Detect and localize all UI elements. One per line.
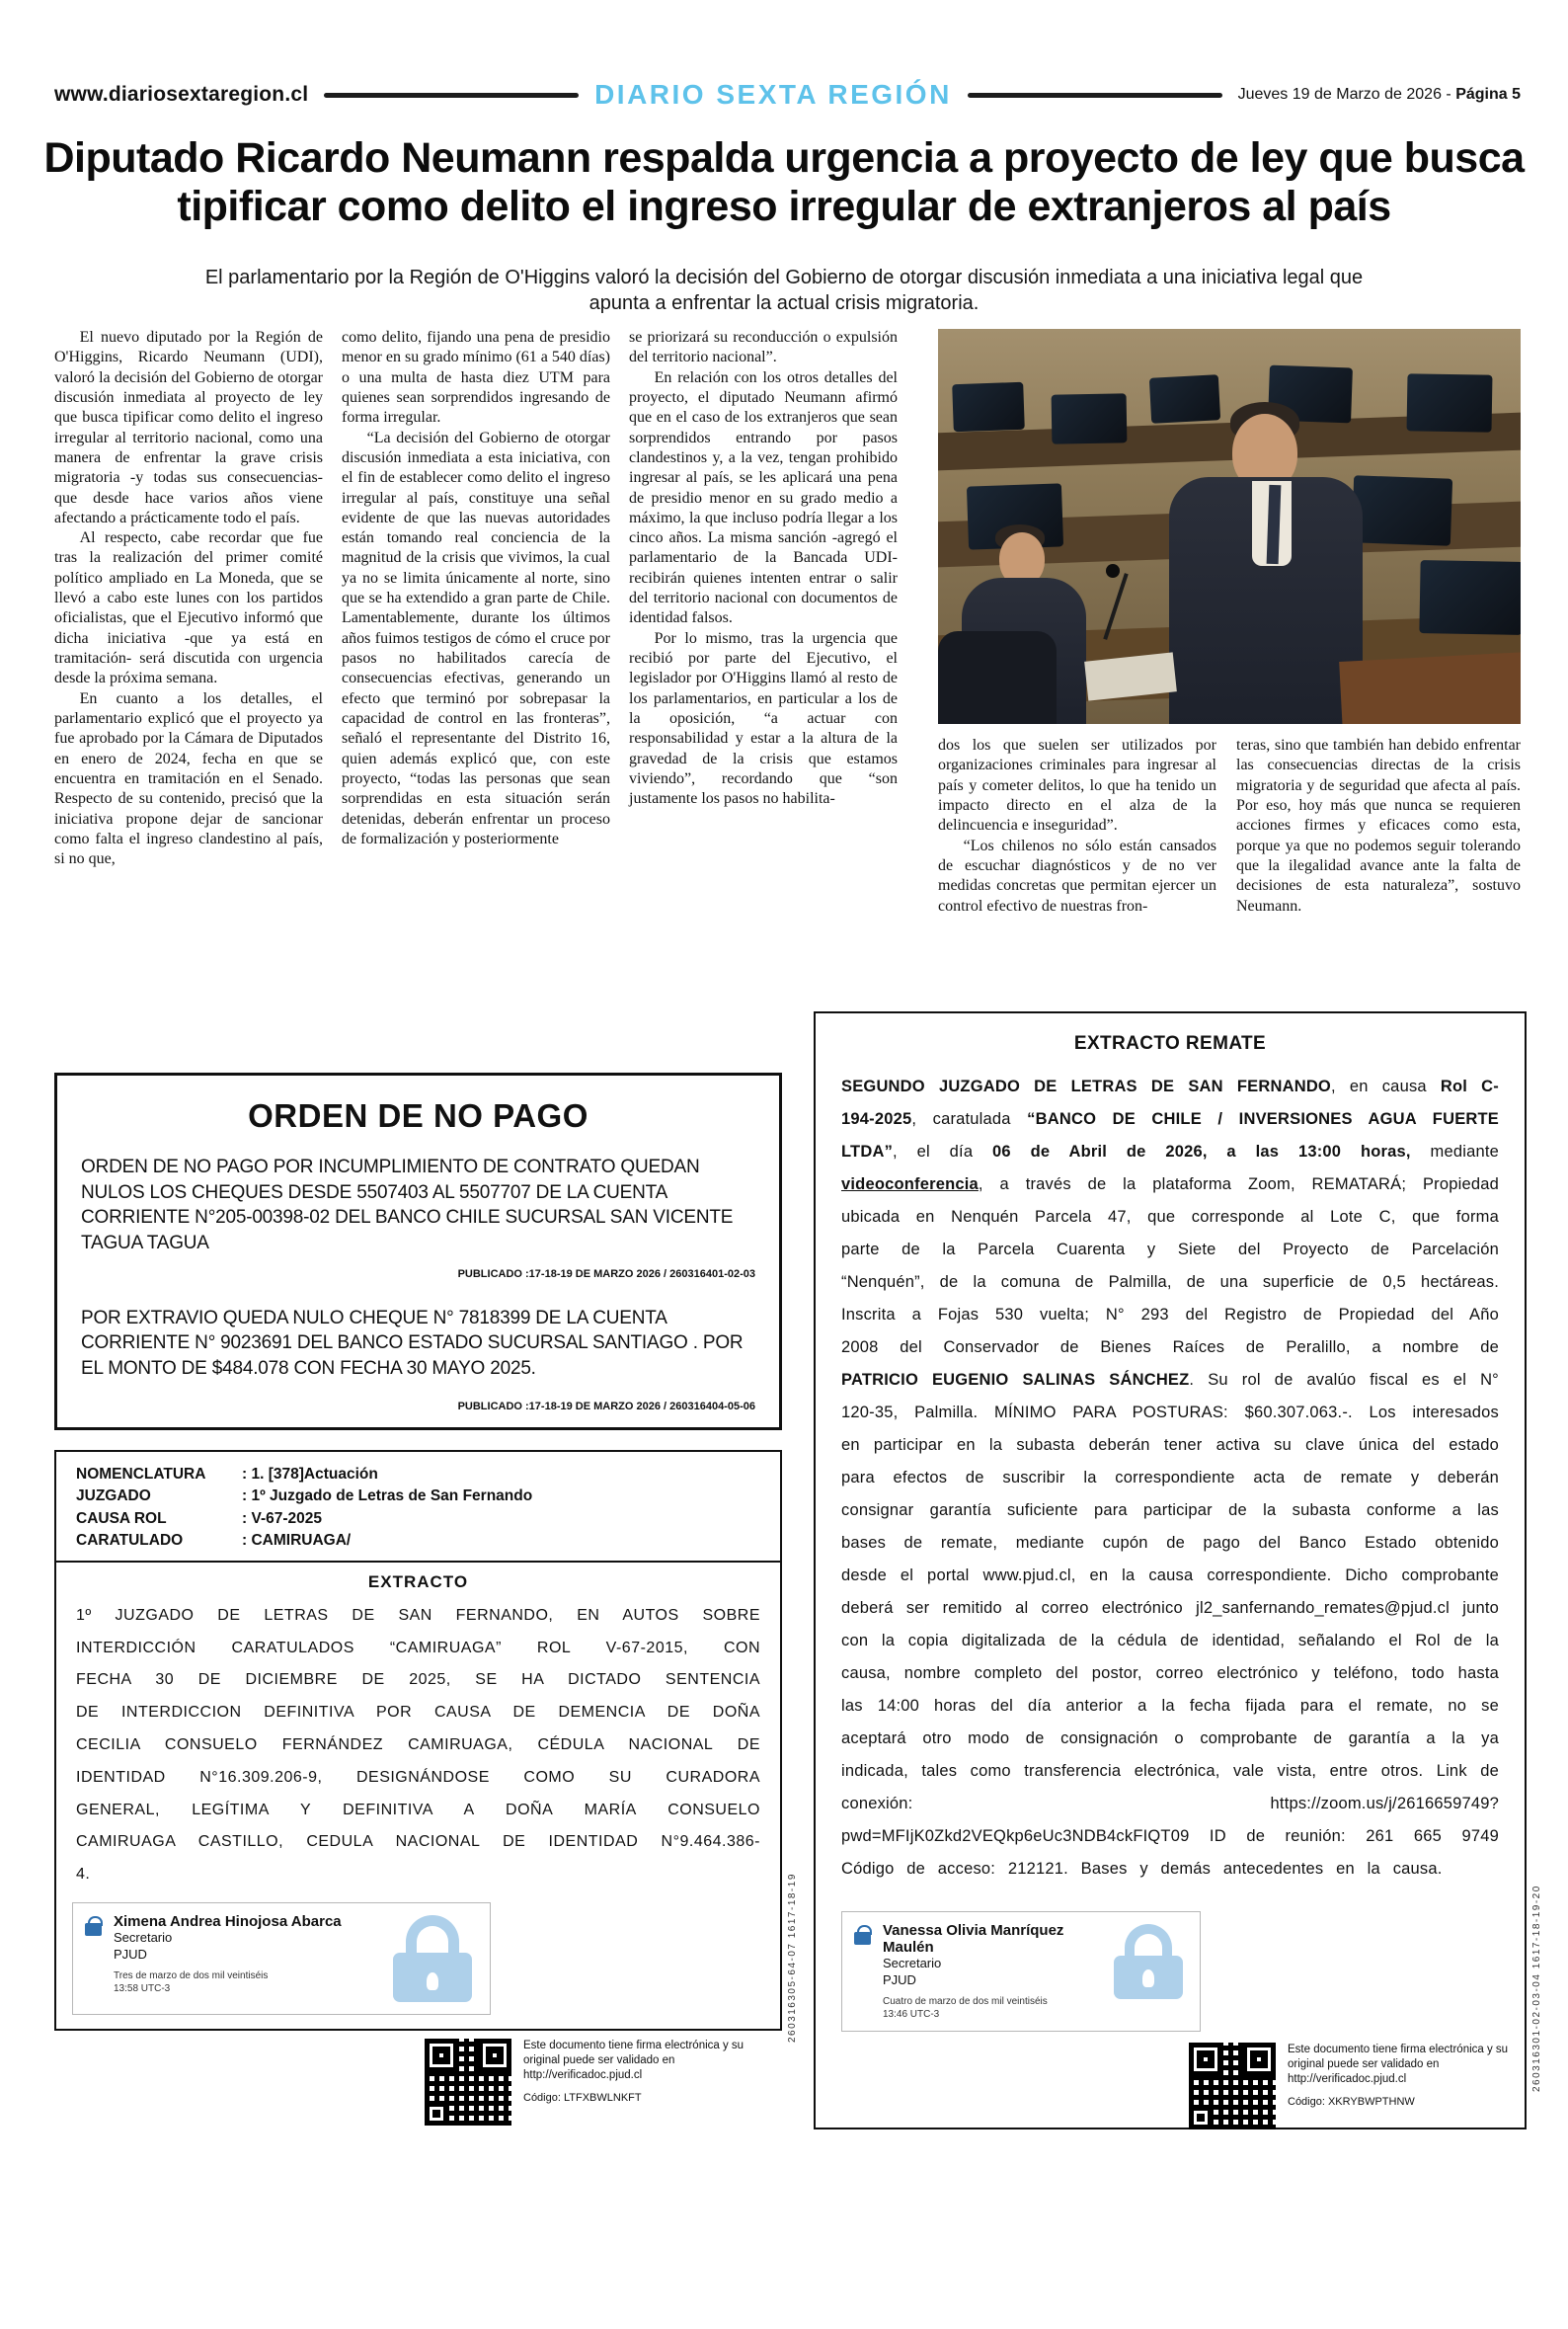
meta-value: : 1. [378]Actuación bbox=[242, 1466, 378, 1483]
article-headline: Diputado Ricardo Neumann respalda urgencia a proyecto de ley que busca tipificar como delito el ingreso irregular de extranjeros al país bbox=[43, 134, 1525, 230]
meta-row bbox=[76, 1486, 760, 1507]
extracto-title: EXTRACTO bbox=[367, 1571, 469, 1591]
signature-date-text: Tres de marzo de dos mil veintiséis bbox=[114, 1969, 269, 1981]
meta-row bbox=[76, 1530, 760, 1552]
header-rule-left bbox=[324, 93, 579, 98]
padlock-keyhole bbox=[1142, 1969, 1154, 1987]
signer-org: PJUD bbox=[114, 1946, 147, 1962]
orden-paragraph-2: POR EXTRAVIO QUEDA NULO CHEQUE N° 7818399 DE LA CUENTA CORRIENTE N° 9023691 DEL BANCO ESTADO SUCURSAL SANTIAGO . POR EL MONTO DE $484.078 CON FECHA 30 MAYO 2025. bbox=[81, 1307, 744, 1379]
signature-text bbox=[883, 1922, 1097, 2021]
orden-de-no-pago-box bbox=[54, 1073, 782, 1430]
signer-role: Secretario bbox=[114, 1930, 173, 1945]
signer-name: Ximena Andrea Hinojosa Abarca bbox=[114, 1913, 342, 1930]
signer-role: Secretario bbox=[883, 1956, 942, 1970]
orden-title: ORDEN DE NO PAGO bbox=[248, 1097, 588, 1134]
photo-monitor bbox=[1052, 393, 1128, 443]
photo-monitor bbox=[1419, 560, 1521, 635]
photo-monitor bbox=[1352, 475, 1452, 545]
padlock-keyhole bbox=[427, 1972, 438, 1990]
article-paragraph: Por lo mismo, tras la urgencia que recibió por parte del Ejecutivo, el legislador por O'Higgins llamó al resto de los parlamentarios, en particular a los de la oposición, “a actuar con responsabilidad y estar a la altura de la gravedad de la crisis que estamos viviendo”, recordando que “son justamente los pasos no habilita- bbox=[629, 629, 898, 808]
photo-person-silhouette bbox=[938, 631, 1057, 724]
remate-title: EXTRACTO REMATE bbox=[1073, 1033, 1267, 1054]
margin-code-right: 260316301-02-03-04 1617-18-19-20 bbox=[1531, 1885, 1542, 2092]
meta-label: CAUSA ROL bbox=[76, 1509, 167, 1527]
verification-text bbox=[523, 2039, 760, 2126]
article-photo bbox=[938, 329, 1521, 724]
meta-row bbox=[76, 1508, 760, 1530]
verification-code: Código: LTFXBWLNKFT bbox=[523, 2091, 642, 2104]
article-paragraph: “La decisión del Gobierno de otorgar discusión inmediata a esta iniciativa, con el fin de establecer como delito el ingreso irregular al país, constituye una señal evidente de que las nuevas autoridades están tomando real conciencia de la magnitud de la crisis que vivimos, la cual ya no se limita únicamente al norte, sino que se ha extendido a gran parte de Chile. Lamentablemente, durante los últimos años fuimos testigos de cómo el cruce por pasos no habilitados carecía de consecuencias efectivas, generando un efecto que terminó por sobrepasar la capacidad de control en las fronteras”, señaló el representante del Distrito 16, quien además explicó que, con este proyecto, “todas las personas que sean sorprendidas en esta situación serán detenidas, deberán enfrentar un proceso de formalización y posteriormente bbox=[342, 429, 610, 847]
qr-finder bbox=[1189, 2106, 1213, 2129]
remate-body: SEGUNDO JUZGADO DE LETRAS DE SAN FERNANDO, en causa Rol C-194-2025, caratulada “BANCO DE CHILE / INVERSIONES AGUA FUERTE LTDA”, el día 06 de Abril de 2026, a las 13:00 horas, mediante videoconferencia, a través de la plataforma Zoom, REMATARÁ; Propiedad ubicada en Nenquén Parcela 47, que corresponde al Lote C, que forma parte de la Parcela Cuarenta y Siete del Proyecto de Parcelación “Nenquén”, de la comuna de Palmilla, de una superficie de 0,5 hectáreas. Inscrita a Fojas 530 vuelta; N° 293 del Registro de Propiedad del Año 2008 del Conservador de Bienes Raíces de Peralillo, a nombre de PATRICIO EUGENIO SALINAS SÁNCHEZ. Su rol de avalúo fiscal es el N° 120-35, Palmilla. MÍNIMO PARA POSTURAS: $60.307.063.-. Los interesados en participar en la subasta deberán tener activa su clave única del estado para efectos de suscribir la correspondiente acta de remate y deberán consignar garantía suficiente para participar de la subasta conforme a las bases de remate, mediante cupón de pago del Banco Estado obtenido desde el portal www.pjud.cl, en la causa correspondiente. Dicho comprobante deberá ser remitido al correo electrónico jl2_sanfernando_remates@pjud.cl junto con la copia digitalizada de la cédula de identidad, señalando el Rol de la causa, nombre completo del postor, correo electrónico y teléfono, todo hasta las 14:00 horas del día anterior a la fecha fijada para el remate, no se aceptará otro modo de consignación o comprobante de garantía a la ya indicada, tales como transferencia electrónica, vale vista, entre otros. Link de conexión: https://zoom.us/j/2616659749?pwd=MFIjK0Zkd2VEQkp6eUc3NDB4ckFIQT09 ID de reunión: 261 665 9749 Código de acceso: 212121. Bases y demás antecedentes en la causa. bbox=[841, 1078, 1499, 1878]
date-line bbox=[1238, 86, 1521, 104]
meta-label: JUZGADO bbox=[76, 1487, 151, 1505]
photo-microphone-foam bbox=[1106, 564, 1120, 578]
article-column-4 bbox=[938, 736, 1216, 917]
lock-icon bbox=[85, 1923, 102, 1936]
article-paragraph: dos los que suelen ser utilizados por organizaciones criminales para ingresar al país y cometer delitos, lo que ha tenido un impacto directo en el alza de la delincuencia e inseguridad”. bbox=[938, 737, 1216, 835]
verification-text bbox=[1288, 2043, 1525, 2129]
page-number: Página 5 bbox=[1455, 86, 1521, 103]
article-column-3 bbox=[629, 328, 898, 810]
article-subhead: El parlamentario por la Región de O'Higgins valoró la decisión del Gobierno de otorgar discusión inmediata a una iniciativa legal que apunta a enfrentar la actual crisis migratoria. bbox=[204, 267, 1364, 314]
signature-block-1 bbox=[72, 1902, 491, 2015]
verification-code: Código: XKRYBWPTHNW bbox=[1288, 2095, 1415, 2108]
verification-block-1 bbox=[425, 2039, 760, 2126]
signer-name: Vanessa Olivia Manríquez Maulén bbox=[883, 1922, 1064, 1956]
article-paragraph: se priorizará su reconducción o expulsión del territorio nacional”. bbox=[629, 329, 898, 366]
photo-desk-front bbox=[1339, 652, 1521, 724]
orden-published-1: PUBLICADO :17-18-19 DE MARZO 2026 / 260316401-02-03 bbox=[457, 1267, 755, 1280]
signature-date bbox=[114, 1969, 342, 1995]
signature-date bbox=[883, 1995, 1097, 2021]
meta-row bbox=[76, 1464, 760, 1486]
meta-label: NOMENCLATURA bbox=[76, 1466, 206, 1483]
orden-paragraph-1: ORDEN DE NO PAGO POR INCUMPLIMIENTO DE CONTRATO QUEDAN NULOS LOS CHEQUES DESDE 5507403 AL 5507707 DE LA CUENTA CORRIENTE N°205-00398-02 DEL BANCO CHILE SUCURSAL SAN VICENTE TAGUA TAGUA bbox=[81, 1157, 734, 1253]
divider bbox=[56, 1561, 780, 1563]
page-header bbox=[54, 79, 1521, 111]
signature-time-text: 13:46 UTC-3 bbox=[883, 2008, 940, 2020]
extracto-remate-box bbox=[814, 1011, 1527, 2129]
article-column-5 bbox=[1236, 736, 1521, 917]
signature-block-2 bbox=[841, 1911, 1201, 2032]
website-url: www.diariosextaregion.cl bbox=[54, 83, 309, 106]
meta-label: CARATULADO bbox=[76, 1532, 184, 1550]
meta-value: : 1º Juzgado de Letras de San Fernando bbox=[242, 1487, 533, 1505]
article-paragraph: como delito, fijando una pena de presidio menor en su grado mínimo (61 a 540 días) o una multa de hasta diez UTM para quienes sean sorprendidos ingresando de forma irregular. bbox=[342, 329, 610, 427]
extracto-box bbox=[54, 1450, 782, 2031]
article-paragraph: Al respecto, cabe recordar que fue tras la realización del primer comité político ampliado en La Moneda, que se llevó a cabo este lunes con los partidos oficialistas, que el Ejecutivo informó que dicha iniciativa -que ya está en tramitación- será discutida con urgencia desde la próxima semana. bbox=[54, 529, 323, 687]
verification-statement: Este documento tiene firma electrónica y su original puede ser validado en http://verificadoc.pjud.cl bbox=[523, 2040, 745, 2081]
article-paragraph: En cuanto a los detalles, el parlamentario explicó que el proyecto ya fue aprobado por la Cámara de Diputados en enero de 2024, fecha en que se encuentra en tramitación en el Senado. Respecto de su contenido, precisó que la iniciativa propone dejar de sancionar como falta el ingreso clandestino al país, si no que, bbox=[54, 689, 323, 868]
meta-value: : CAMIRUAGA/ bbox=[242, 1532, 352, 1550]
padlock-watermark-icon bbox=[1109, 1922, 1188, 2001]
photo-monitor bbox=[1149, 374, 1220, 424]
article-paragraph: teras, sino que también han debido enfrentar las consecuencias directas de la crisis migratoria y de seguridad que afecta al país. Por eso, hoy más que nunca se requieren acciones firmes y eficaces como esta, porque ya que no podemos seguir tolerando que la ilegalidad avance ante la falta de decisiones de esta naturaleza”, sostuvo Neumann. bbox=[1236, 737, 1521, 915]
extracto-body: 1º JUZGADO DE LETRAS DE SAN FERNANDO, EN AUTOS SOBRE INTERDICCIÓN CARATULADOS “CAMIRUAGA” ROL V-67-2015, CON FECHA 30 DE DICIEMBRE DE 2025, SE HA DICTADO SENTENCIA DE INTERDICCION DEFINITIVA POR CAUSA DE DEMENCIA DE DOÑA CECILIA CONSUELO FERNÁNDEZ CAMIRUAGA, CÉDULA NACIONAL DE IDENTIDAD N°16.309.206-9, DESIGNÁNDOSE COMO SU CURADORA GENERAL, LEGÍTIMA Y DEFINITIVA A DOÑA MARÍA CONSUELO CAMIRUAGA CASTILLO, CEDULA NACIONAL DE IDENTIDAD N°9.464.386-4. bbox=[76, 1606, 760, 1884]
photo-monitor bbox=[1407, 373, 1493, 432]
article-paragraph: “Los chilenos no sólo están cansados de escuchar diagnósticos y de no ver medidas concretas que permitan ejercer un control efectivo de nuestras fron- bbox=[938, 837, 1216, 915]
orden-published-2: PUBLICADO :17-18-19 DE MARZO 2026 / 260316404-05-06 bbox=[457, 1401, 755, 1413]
date-text: Jueves 19 de Marzo de 2026 - bbox=[1237, 86, 1456, 103]
meta-value: : V-67-2025 bbox=[242, 1509, 322, 1527]
header-rule-right bbox=[968, 93, 1222, 98]
photo-monitor bbox=[952, 382, 1025, 432]
margin-code-left: 260316305-64-07 1617-18-19 bbox=[787, 1873, 798, 2043]
article-column-1 bbox=[54, 328, 323, 869]
article-column-2 bbox=[342, 328, 610, 849]
article-paragraph: En relación con los otros detalles del proyecto, el diputado Neumann afirmó que en el caso de los extranjeros que sean sorprendidos entrando por pasos clandestinos y, a la vez, tengan prohibido ingresar al país, se les aplicará una pena de presidio menor en su grado medio a máximo, la que incluso podría llegar a los cinco años. La misma sanción -agregó el parlamentario de la Bancada UDI- recibirán quienes intenten entrar o salir del territorio nacional con documentos de identidad falsos. bbox=[629, 368, 898, 627]
padlock-watermark-icon bbox=[387, 1913, 478, 2004]
qr-code bbox=[1189, 2043, 1276, 2129]
lock-icon bbox=[854, 1932, 871, 1945]
signature-time-text: 13:58 UTC-3 bbox=[114, 1982, 171, 1994]
qr-finder bbox=[425, 2102, 448, 2126]
signature-text bbox=[114, 1913, 342, 1995]
article-paragraph: El nuevo diputado por la Región de O'Higgins, Ricardo Neumann (UDI), valoró la decisión del Gobierno de otorgar discusión inmediata al proyecto de ley que busca tipificar como delito el ingreso irregular al territorio nacional, como una manera de enfrentar la grave crisis migratoria -y todas sus consecuencias- que desde hace varios años viene afectando a prácticamente todo el país. bbox=[54, 329, 323, 526]
signature-date-text: Cuatro de marzo de dos mil veintiséis bbox=[883, 1995, 1048, 2007]
masthead-title: DIARIO SEXTA REGIÓN bbox=[594, 79, 952, 110]
signer-org: PJUD bbox=[883, 1971, 916, 1987]
qr-code bbox=[425, 2039, 511, 2126]
verification-statement: Este documento tiene firma electrónica y su original puede ser validado en http://verificadoc.pjud.cl bbox=[1288, 2044, 1509, 2085]
verification-block-2 bbox=[1189, 2043, 1525, 2129]
